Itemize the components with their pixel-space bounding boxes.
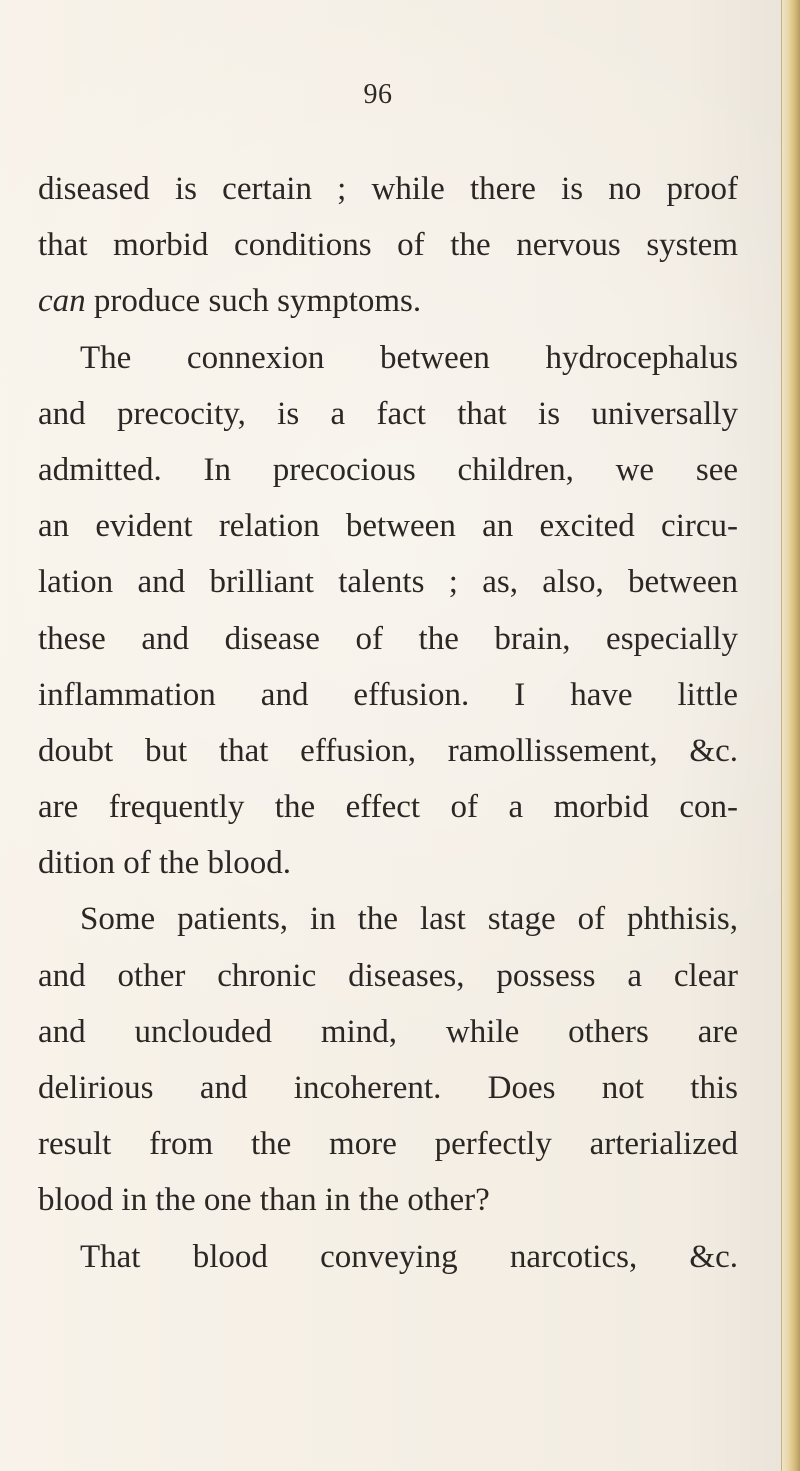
text-line-13: dition of the blood. [38, 845, 291, 882]
page-number: 96 [363, 79, 393, 110]
text-line-17: delirious and incoherent. Does not this [38, 1070, 738, 1106]
text-line-3 [38, 273, 738, 329]
italic-word: can [38, 283, 86, 320]
text-line-20: That blood conveying narcotics, &c. [80, 1238, 738, 1275]
text-line-15: and other chronic diseases, possess a clear [38, 957, 738, 994]
page-edge [781, 0, 800, 1471]
text-line-10: inflammation and effusion. I have little [38, 676, 738, 713]
text-line-1: diseased is certain ; while there is no proof [38, 171, 738, 207]
text-line-2: that morbid conditions of the nervous system [38, 227, 738, 264]
text-line-19: blood in the one than in the other? [38, 1182, 490, 1219]
text-line-9: these and disease of the brain, especially [38, 620, 738, 657]
text-line-3-rest: produce such symptoms. [85, 283, 422, 320]
text-line-14: Some patients, in the last stage of phthisis, [80, 901, 738, 938]
text-line-5: and precocity, is a fact that is universally [38, 395, 738, 432]
text-line-4: The connexion between hydrocephalus [80, 339, 738, 376]
text-line-8: lation and brilliant talents ; as, also, between [38, 564, 738, 601]
text-line-7: an evident relation between an excited circu- [38, 508, 738, 545]
text-line-12: are frequently the effect of a morbid con- [38, 789, 738, 826]
body-text [38, 161, 738, 1285]
text-line-11: doubt but that effusion, ramollissement, &c. [38, 732, 738, 769]
text-line-16: and unclouded mind, while others are [38, 1013, 738, 1050]
text-line-18: result from the more perfectly arterialized [38, 1126, 738, 1163]
text-line-6: admitted. In precocious children, we see [38, 451, 738, 488]
